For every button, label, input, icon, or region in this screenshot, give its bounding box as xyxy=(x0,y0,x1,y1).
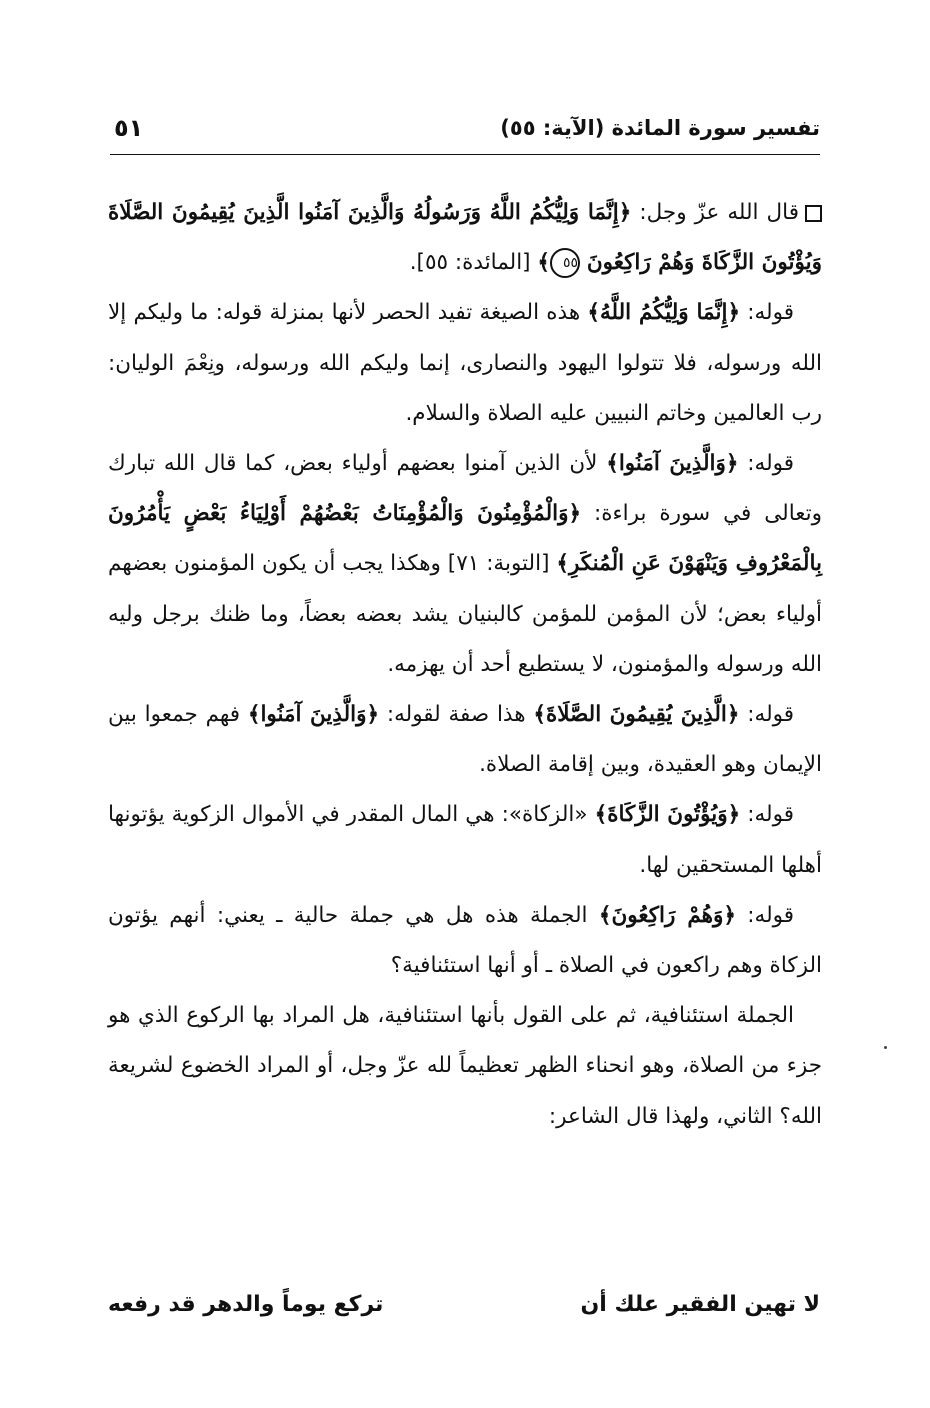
verse-reference: [المائدة: ٥٥]. xyxy=(409,250,538,276)
poem-first-hemistich: لا تهين الفقير علك أن xyxy=(580,1292,820,1317)
paragraph-commentary-6 xyxy=(108,991,822,1142)
quran-verse: ﴿الَّذِينَ يُقِيمُونَ الصَّلَاةَ﴾ xyxy=(533,702,740,728)
quran-verse: ﴿وَهُمْ رَاكِعُونَ﴾ xyxy=(598,902,736,928)
commentary-text: هذه الصيغة تفيد الحصر لأنها بمنزلة قوله: ما وليكم إلا الله ورسوله، فلا تتولوا اليهود والنصارى، إنما وليكم الله ورسوله، ونِعْمَ الوليان: رب العالمين وخاتم النبيين عليه الصلاة والسلام. xyxy=(108,300,822,426)
commentary-lead: قوله: xyxy=(740,802,794,828)
paragraph-commentary-5 xyxy=(108,891,822,991)
commentary-text: «الزكاة»: هي المال المقدر في الأموال الزكوية يؤتونها أهلها المستحقين لها. xyxy=(108,802,822,878)
verse-close-bracket: ﴾ xyxy=(537,250,551,276)
poem-verse xyxy=(108,1284,820,1334)
verse-number-badge: ٥٥ xyxy=(550,248,580,278)
commentary-text: الجملة استئنافية، ثم على القول بأنها استئنافية، هل المراد بها الركوع الذي هو جزء من الصلاة، وهو انحناء الظهر تعظيماً لله عزّ وجل، أو المراد الخضوع لشريعة الله؟ الثاني، ولهذا قال الشاعر: xyxy=(108,1003,822,1129)
page-header xyxy=(110,108,820,148)
poem-second-hemistich: تركع يوماً والدهر قد رفعه xyxy=(108,1292,384,1317)
running-title: تفسير سورة المائدة (الآية: ٥٥) xyxy=(500,116,820,140)
commentary-text: [التوبة: ٧١] وهكذا يجب أن يكون المؤمنون بعضهم أولياء بعض؛ لأن المؤمن للمؤمن كالبنيان يشد بعضه بعضاً، وما ظنك برجل وليه الله ورسوله والمؤمنون، لا يستطيع أحد أن يهزمه. xyxy=(108,551,822,677)
paragraph-commentary-4 xyxy=(108,790,822,890)
paragraph-commentary-1 xyxy=(108,288,822,439)
quran-verse: ﴿إِنَّمَا وَلِيُّكُمُ اللَّهُ﴾ xyxy=(587,300,741,326)
body-text xyxy=(108,188,822,1142)
paragraph-commentary-2 xyxy=(108,439,822,690)
commentary-text: هذا صفة لقوله: xyxy=(379,702,534,728)
quran-verse: ﴿إِنَّمَا وَلِيُّكُمُ اللَّهُ وَرَسُولُهُ وَالَّذِينَ آمَنُوا الَّذِينَ يُقِيمُونَ الصَّلَاةَ وَيُؤْتُونَ الزَّكَاةَ وَهُمْ رَاكِعُونَ xyxy=(108,200,822,276)
quran-verse: ﴿وَالَّذِينَ آمَنُوا﴾ xyxy=(606,451,739,477)
square-bullet-icon xyxy=(805,205,822,222)
paragraph-intro: قال الله عزّ وجل: xyxy=(631,200,799,225)
quran-verse: ﴿وَيُؤْتُونَ الزَّكَاةَ﴾ xyxy=(594,802,741,828)
commentary-lead: قوله: xyxy=(735,902,794,928)
quran-verse: ﴿وَالَّذِينَ آمَنُوا﴾ xyxy=(247,702,380,728)
commentary-lead: قوله: xyxy=(738,451,795,477)
paragraph-verse-quote xyxy=(108,188,822,288)
commentary-text: فهم جمعوا بين الإيمان وهو العقيدة، وبين إقامة الصلاة. xyxy=(108,702,822,778)
header-rule xyxy=(110,154,820,155)
commentary-lead: قوله: xyxy=(739,702,795,728)
paragraph-commentary-3 xyxy=(108,690,822,790)
page-number: ٥١ xyxy=(114,114,144,142)
commentary-text: لأن الذين آمنوا بعضهم أولياء بعض، كما قال الله تبارك وتعالى في سورة براءة: xyxy=(108,451,822,527)
margin-speck xyxy=(884,1046,887,1049)
quran-verse: ﴿وَالْمُؤْمِنُونَ وَالْمُؤْمِنَاتُ بَعْضُهُمْ أَوْلِيَاءُ بَعْضٍ يَأْمُرُونَ بِالْمَعْرُوفِ وَيَنْهَوْنَ عَنِ الْمُنكَرِ﴾ xyxy=(108,501,822,577)
commentary-text: الجملة هذه هل هي جملة حالية ـ يعني: أنهم يؤتون الزكاة وهم راكعون في الصلاة ـ أو أنها استئنافية؟ xyxy=(108,902,822,979)
commentary-lead: قوله: xyxy=(740,300,794,326)
